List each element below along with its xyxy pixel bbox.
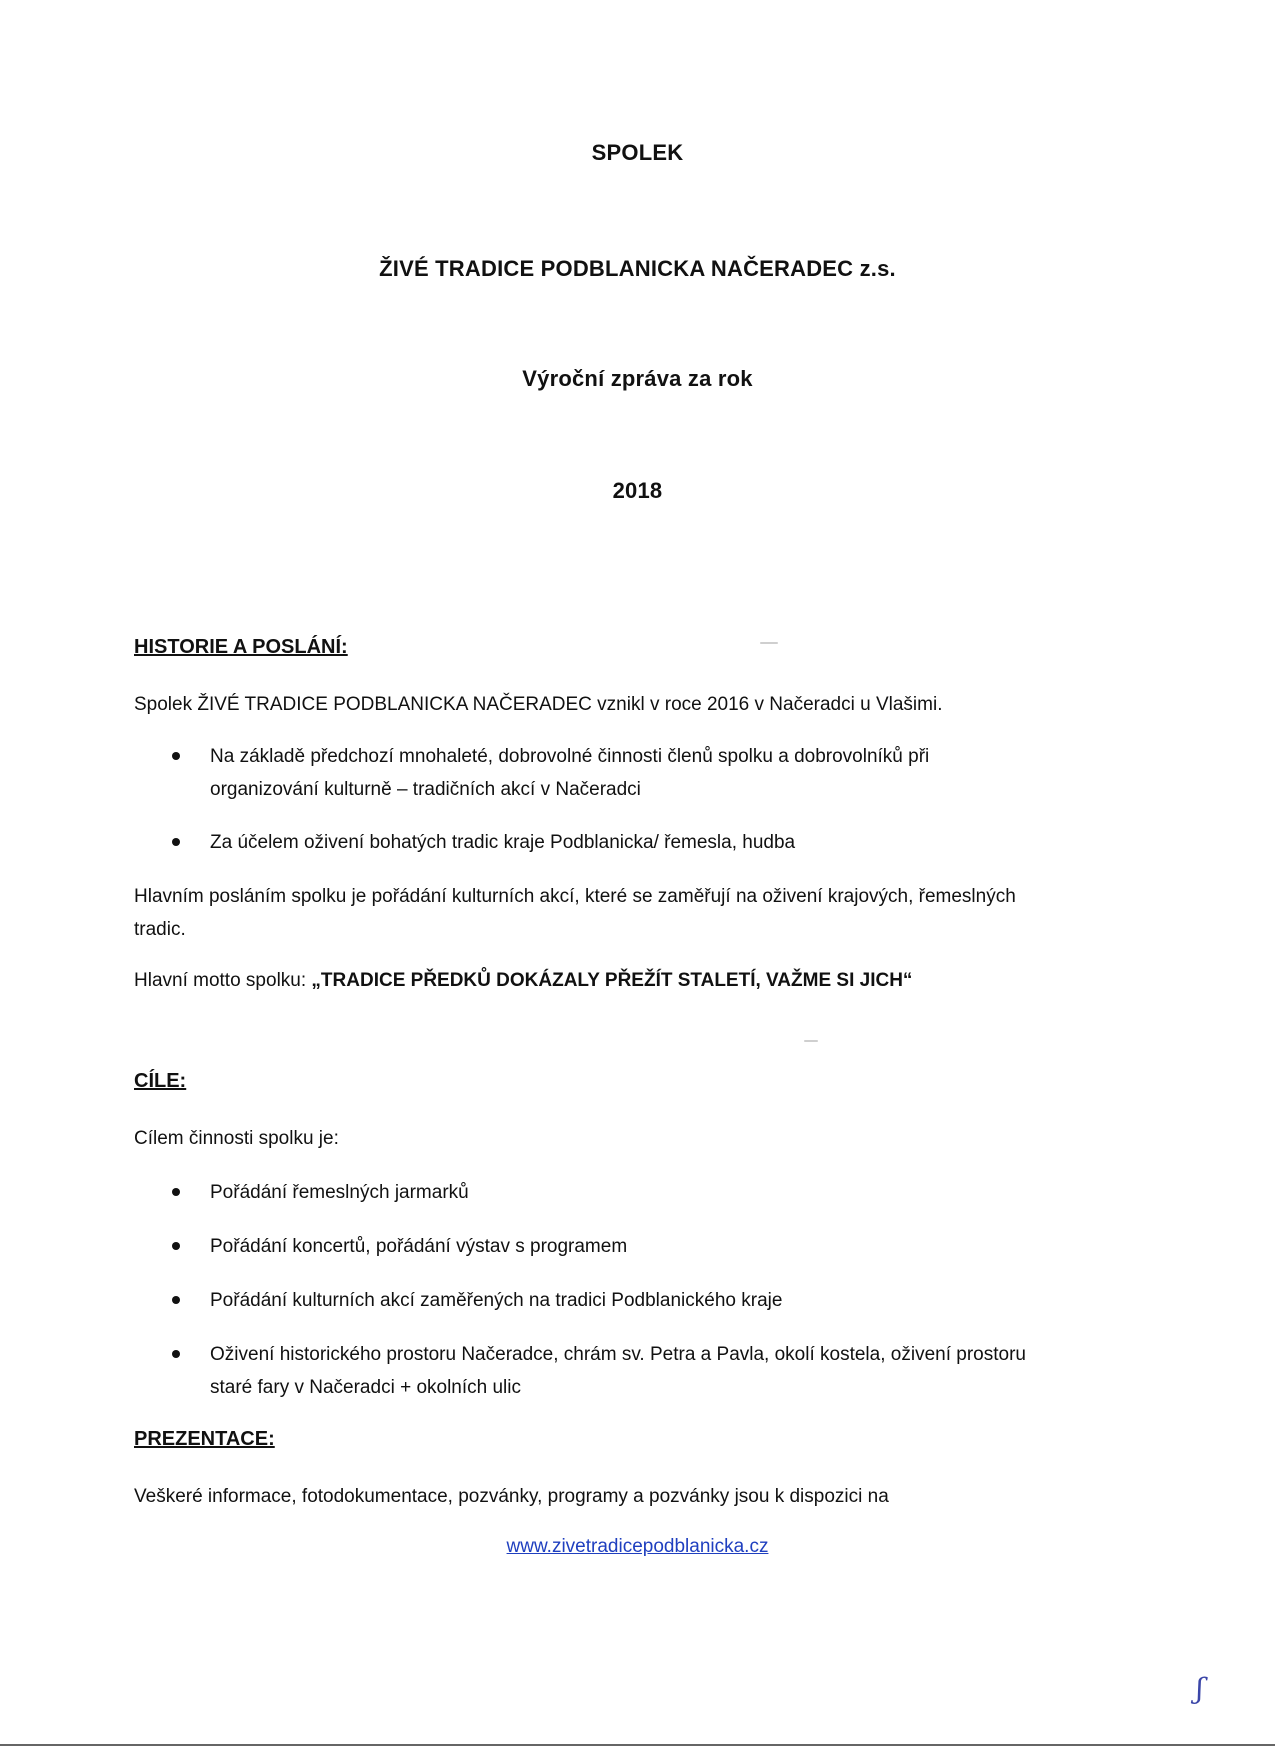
bullet-icon [172, 752, 180, 760]
bullet-icon [172, 1188, 180, 1196]
list-item [172, 1284, 1032, 1317]
scan-smudge [760, 642, 778, 644]
list-item [172, 1176, 1032, 1209]
handwritten-page-mark: ʃ [1196, 1672, 1204, 1705]
list-item-text: Oživení historického prostoru Načeradce, chrám sv. Petra a Pavla, okolí kostela, oživení prostoru staré fary v Načeradci + okolních ulic [210, 1344, 1026, 1398]
report-title: Výroční zpráva za rok [522, 366, 753, 391]
list-item-text: Pořádání koncertů, pořádání výstav s programem [210, 1236, 628, 1257]
bullet-icon [172, 1350, 180, 1358]
list-item-text: Za účelem oživení bohatých tradic kraje Podblanicka/ řemesla, hudba [210, 832, 796, 853]
list-item [172, 740, 1032, 806]
list-item-text: Pořádání kulturních akcí zaměřených na tradici Podblanického kraje [210, 1290, 783, 1311]
list-item [172, 826, 1032, 859]
section-title-historie: HISTORIE A POSLÁNÍ: [134, 636, 348, 658]
list-item [172, 1230, 1032, 1263]
org-name-heading: ŽIVÉ TRADICE PODBLANICKA NAČERADEC z.s. [379, 256, 896, 281]
list-item-text: Pořádání řemeslných jarmarků [210, 1182, 469, 1203]
cile-intro: Cílem činnosti spolku je: [134, 1128, 339, 1149]
bullet-icon [172, 838, 180, 846]
section-title-prezentace: PREZENTACE: [134, 1428, 275, 1450]
mission-paragraph: Hlavním posláním spolku je pořádání kulturních akcí, které se zaměřují na oživení krajových, řemeslných tradic. [134, 886, 1016, 940]
website-link[interactable]: www.zivetradicepodblanicka.cz [506, 1536, 769, 1557]
motto-paragraph [134, 964, 1034, 997]
bullet-icon [172, 1242, 180, 1250]
org-type-heading: SPOLEK [591, 140, 684, 165]
report-year: 2018 [612, 478, 663, 503]
list-item [172, 1338, 1032, 1404]
scan-edge-line [0, 1744, 1275, 1746]
scan-smudge [804, 1040, 818, 1042]
section-title-cile: CÍLE: [134, 1070, 187, 1092]
motto-label: Hlavní motto spolku: [134, 970, 312, 991]
bullet-icon [172, 1296, 180, 1304]
motto-text: „TRADICE PŘEDKŮ DOKÁZALY PŘEŽÍT STALETÍ, VAŽME SI JICH“ [311, 970, 913, 991]
list-item-text: Na základě předchozí mnohaleté, dobrovolné činnosti členů spolku a dobrovolníků při organizování kulturně – tradičních akcí v Načeradci [210, 746, 930, 800]
prezentace-text: Veškeré informace, fotodokumentace, pozvánky, programy a pozvánky jsou k dispozici na [134, 1486, 889, 1507]
historie-intro: Spolek ŽIVÉ TRADICE PODBLANICKA NAČERADEC vznikl v roce 2016 v Načeradci u Vlašimi. [134, 694, 943, 715]
